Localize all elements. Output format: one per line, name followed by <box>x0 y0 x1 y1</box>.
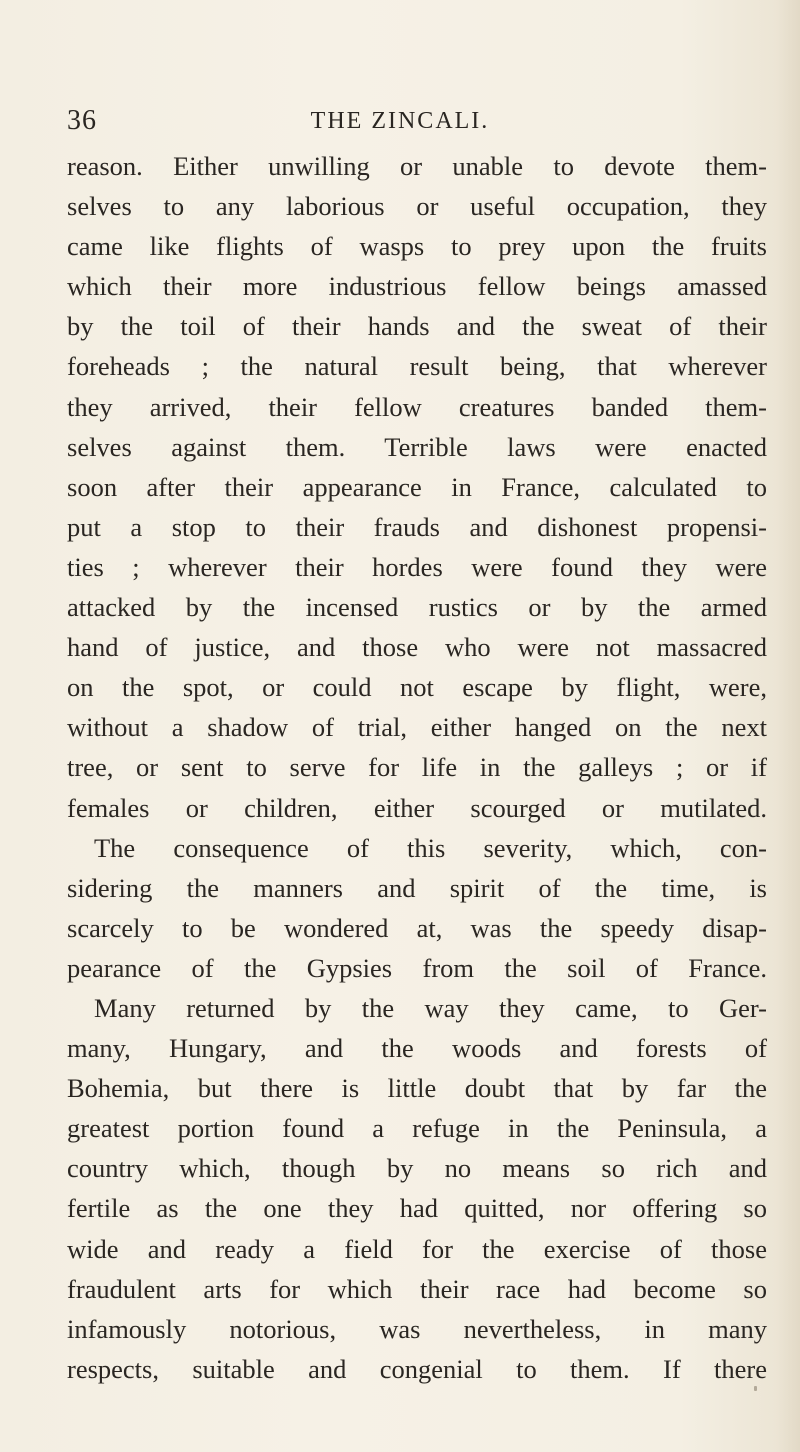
text-line: females or children, either scourged or mutilated. <box>67 792 767 823</box>
text-line: pearance of the Gypsies from the soil of France. <box>67 952 767 983</box>
text-line: many, Hungary, and the woods and forests of <box>67 1033 767 1064</box>
text-line: reason. Either unwilling or unable to devote them- <box>67 151 767 181</box>
text-line: tree, or sent to serve for life in the galleys ; or if <box>67 752 767 783</box>
text-line: put a stop to their frauds and dishonest propensi- <box>67 511 767 542</box>
text-line: without a shadow of trial, either hanged on the next <box>67 712 767 743</box>
page-number: 36 <box>67 105 97 136</box>
text-line: which their more industrious fellow beings amassed <box>67 271 767 302</box>
text-line: Bohemia, but there is little doubt that by far the <box>67 1073 767 1104</box>
text-line: came like flights of wasps to prey upon the fruits <box>67 231 767 262</box>
text-line: hand of justice, and those who were not massacred <box>67 632 767 663</box>
text-line: country which, though by no means so rich and <box>67 1153 767 1184</box>
text-line: selves against them. Terrible laws were enacted <box>67 431 767 462</box>
text-line: on the spot, or could not escape by flight, were, <box>67 672 767 703</box>
paragraph-start-line: Many returned by the way they came, to Ger- <box>94 992 767 1023</box>
text-line: selves to any laborious or useful occupation, they <box>67 191 767 222</box>
text-line: they arrived, their fellow creatures banded them- <box>67 391 767 422</box>
text-line: foreheads ; the natural result being, that wherever <box>67 351 767 382</box>
text-line: ties ; wherever their hordes were found they were <box>67 551 767 582</box>
text-line: attacked by the incensed rustics or by the armed <box>67 592 767 623</box>
running-title: THE ZINCALI. <box>310 108 490 134</box>
text-line: respects, suitable and congenial to them. If there <box>67 1353 767 1384</box>
text-line: fertile as the one they had quitted, nor offering so <box>67 1193 767 1224</box>
text-line: by the toil of their hands and the sweat of their <box>67 311 767 342</box>
text-line: sidering the manners and spirit of the time, is <box>67 872 767 903</box>
text-line: greatest portion found a refuge in the Peninsula, a <box>67 1113 767 1144</box>
text-line: fraudulent arts for which their race had become so <box>67 1273 767 1304</box>
text-line: scarcely to be wondered at, was the speedy disap- <box>67 912 767 943</box>
text-line: wide and ready a field for the exercise of those <box>67 1233 767 1264</box>
text-line: infamously notorious, was nevertheless, in many <box>67 1313 767 1344</box>
text-line: soon after their appearance in France, calculated to <box>67 471 767 502</box>
paper-speck <box>754 1386 757 1391</box>
page-header <box>0 98 800 144</box>
paragraph-start-line: The consequence of this severity, which, con- <box>94 832 767 863</box>
body-text <box>67 146 767 1389</box>
